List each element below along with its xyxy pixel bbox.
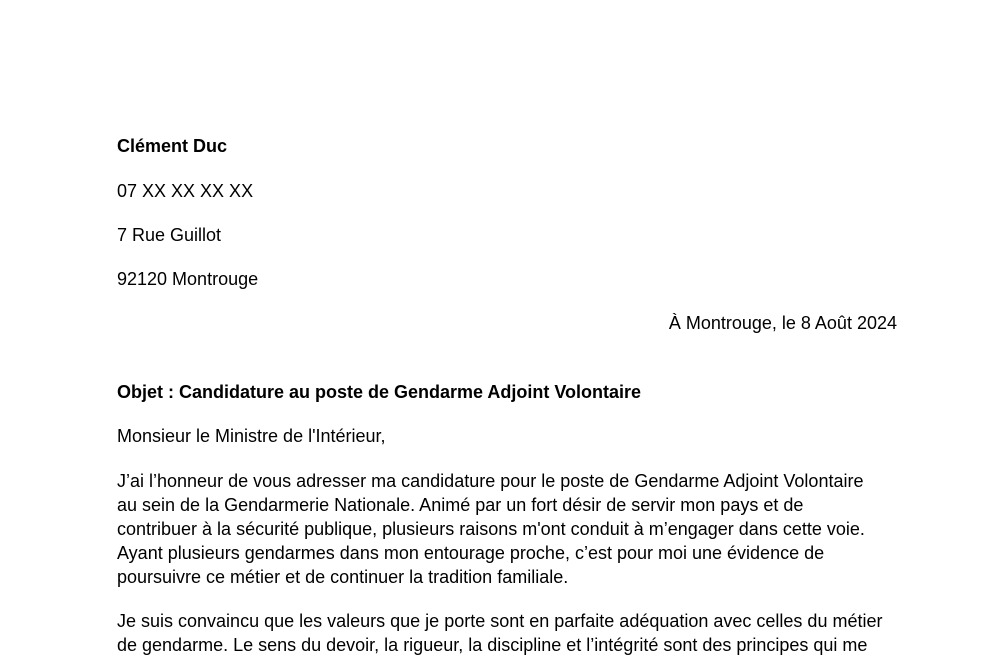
- paragraph-line: contribuer à la sécurité publique, plusieurs raisons m'ont conduit à m’engager dans cette voie.: [117, 519, 865, 539]
- letter-subject: Objet : Candidature au poste de Gendarme Adjoint Volontaire: [117, 382, 642, 402]
- sender-name: Clément Duc: [117, 136, 228, 156]
- sender-city: 92120 Montrouge: [117, 269, 259, 289]
- paragraph-line: J’ai l’honneur de vous adresser ma candidature pour le poste de Gendarme Adjoint Volontaire: [117, 471, 864, 491]
- place-and-date: À Montrouge, le 8 Août 2024: [668, 313, 897, 333]
- paragraph-line: de gendarme. Le sens du devoir, la rigueur, la discipline et l’intégrité sont des principes qui me: [117, 635, 868, 655]
- body-paragraph-2: [117, 609, 897, 657]
- paragraph-line: Je suis convaincu que les valeurs que je porte sont en parfaite adéquation avec celles du métier: [117, 611, 883, 631]
- paragraph-line: poursuivre ce métier et de continuer la tradition familiale.: [117, 567, 569, 587]
- body-paragraph-1: [117, 469, 897, 589]
- sender-phone: 07 XX XX XX XX: [117, 181, 254, 201]
- letter-salutation: Monsieur le Ministre de l'Intérieur,: [117, 426, 386, 446]
- paragraph-line: au sein de la Gendarmerie Nationale. Animé par un fort désir de servir mon pays et de: [117, 495, 804, 515]
- sender-street: 7 Rue Guillot: [117, 225, 222, 245]
- paragraph-line: Ayant plusieurs gendarmes dans mon entourage proche, c’est pour moi une évidence de: [117, 543, 825, 563]
